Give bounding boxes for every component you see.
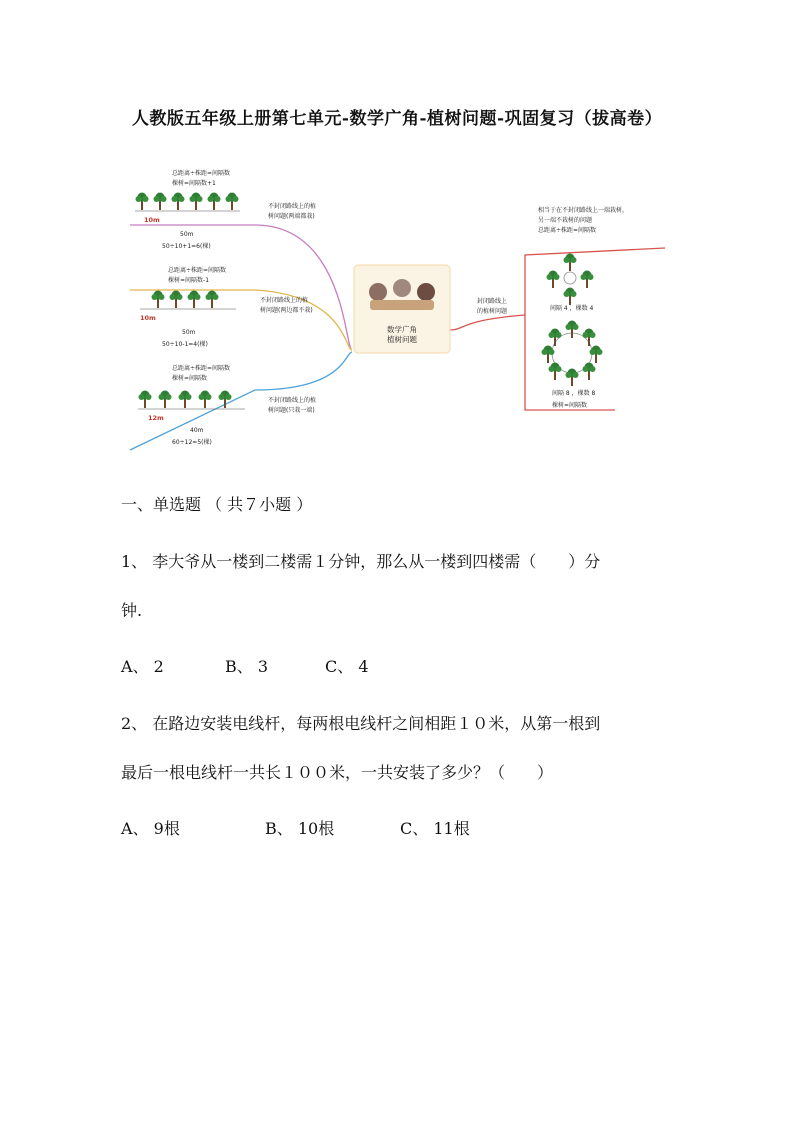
page-title: 人教版五年级上册第七单元-数学广角-植树问题-巩固复习（拔高卷） — [131, 109, 663, 129]
branch2-label-2: 树问题(两边都不栽) — [260, 307, 313, 314]
right-label-2: 的植树问题 — [477, 308, 508, 315]
question-1-options — [121, 654, 369, 677]
branch3-interval: 12m — [148, 414, 164, 422]
question-1-line-2: 钟. — [121, 601, 143, 620]
question-2-line-1: 2、 在路边安装电线杆，每两根电线杆之间相距１０米，从第一根到 — [121, 714, 601, 733]
question-2-option-a[interactable]: A、 9根 — [121, 819, 180, 838]
closed-circle-diagram — [542, 321, 603, 387]
branch1-interval: 10m — [144, 216, 160, 224]
branch1-formula-2: 棵树=间隔数+1 — [172, 180, 216, 187]
branch1-calc: 50÷10+1=6(棵) — [162, 243, 211, 250]
branch2-formula-2: 棵树=间隔数-1 — [168, 277, 210, 284]
branch2-total: 50m — [182, 329, 196, 336]
branch1-formula-1: 总距离÷株距=间隔数 — [172, 170, 231, 177]
right-desc-3: 总距离÷株距=间隔数 — [538, 227, 597, 234]
branch3-trees — [139, 391, 232, 409]
right-caption-2: 间隔 8 ，棵数 8 — [552, 390, 596, 397]
right-desc-2: 另一端不栽树的问题 — [538, 217, 593, 224]
question-1-option-c[interactable]: C、 4 — [325, 657, 369, 676]
branch3-label-2: 树问题(只栽一端) — [268, 407, 315, 414]
center-label-2: 植树问题 — [387, 335, 417, 344]
branch2-formula-1: 总距离÷株距=间隔数 — [168, 267, 227, 274]
branch3-label-1: 不封闭路线上的植 — [268, 397, 317, 404]
right-label-1: 封闭路线上 — [477, 298, 508, 305]
branch3-calc: 60÷12=5(棵) — [172, 439, 212, 446]
branch1-label-1: 不封闭路线上的植 — [268, 203, 317, 210]
branch1-trees — [136, 193, 239, 211]
center-label-1: 数学广角 — [387, 325, 417, 334]
branch3-formula-2: 棵树=间隔数 — [172, 375, 208, 382]
branch2-interval: 10m — [140, 314, 156, 322]
question-1-option-a[interactable]: A、 2 — [121, 657, 164, 676]
right-caption-3: 棵树=间隔数 — [552, 402, 588, 409]
question-1-option-b[interactable]: B、 3 — [225, 657, 269, 676]
branch2-calc: 50÷10-1=4(棵) — [162, 341, 208, 348]
right-caption-1: 间隔 4 ，棵数 4 — [550, 305, 594, 312]
branch2-label-1: 不封闭路线上的植 — [260, 297, 309, 304]
question-1-line-1: 1、 李大爷从一楼到二楼需１分钟，那么从一楼到四楼需（ ）分 — [121, 552, 601, 571]
right-desc-1: 相当于在不封闭路线上一端栽树， — [538, 207, 629, 214]
section-heading: 一、单选题 （ 共７小题 ） — [121, 495, 313, 514]
question-2-option-c[interactable]: C、 11根 — [400, 819, 470, 838]
mind-map-illustration — [120, 160, 670, 460]
branch2-trees — [152, 291, 219, 309]
question-2-options — [121, 816, 470, 839]
branch1-total: 50m — [180, 231, 194, 238]
question-1 — [121, 537, 681, 635]
branch3-formula-1: 总距离÷株距=间隔数 — [172, 365, 231, 372]
question-2 — [121, 699, 681, 797]
closed-square-diagram — [547, 254, 594, 306]
branch1-label-2: 树问题(两端都栽) — [268, 213, 315, 220]
branch3-total: 40m — [190, 427, 204, 434]
question-2-line-2: 最后一根电线杆一共长１００米，一共安装了多少？（ ） — [121, 763, 554, 782]
question-2-option-b[interactable]: B、 10根 — [265, 819, 335, 838]
